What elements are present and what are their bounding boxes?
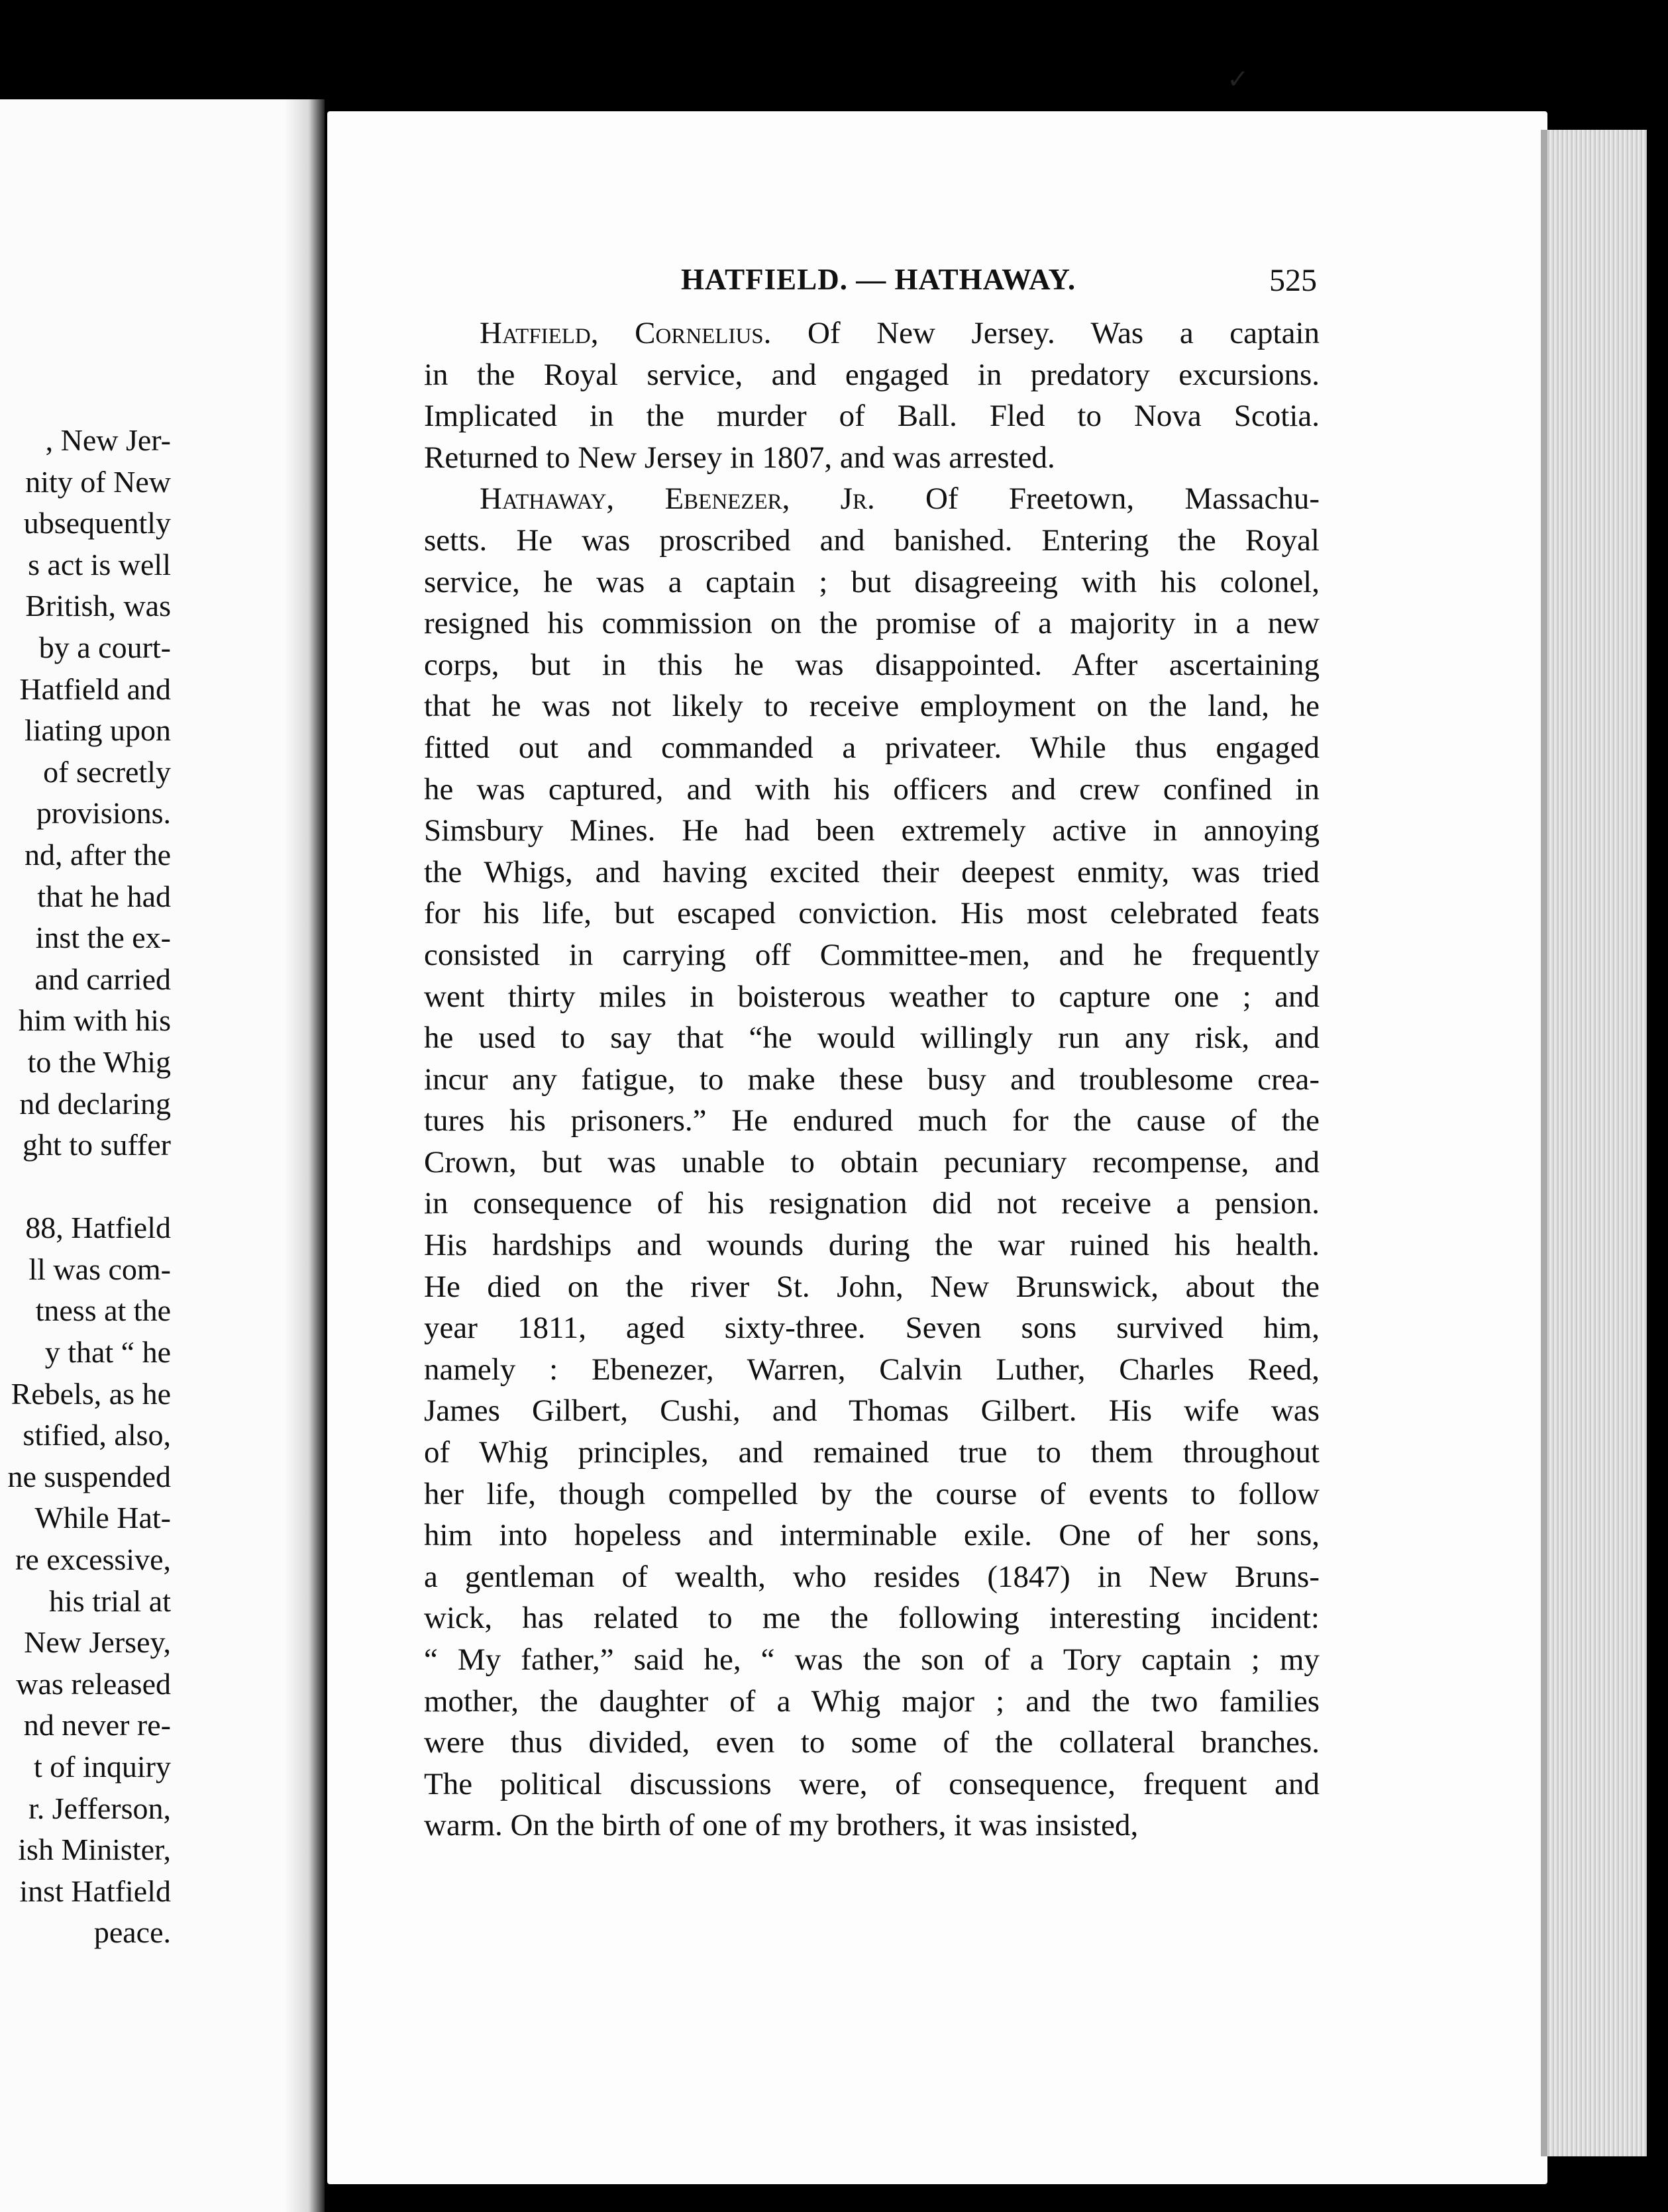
left-page-line: nd never re- (23, 1708, 171, 1742)
text-line: that he was not likely to receive employment on the land, he (424, 689, 1320, 724)
left-page-line: ubsequently (23, 506, 171, 540)
left-page (0, 99, 311, 2212)
text-line: for his life, but escaped conviction. His most celebrated feats (424, 896, 1320, 931)
left-page-line: and carried (34, 962, 171, 996)
left-page-line: New Jersey, (24, 1625, 171, 1660)
left-page-line: inst the ex- (35, 921, 171, 955)
left-page-line: , New Jer- (45, 423, 171, 457)
text-line: the Whigs, and having excited their deepest enmity, was tried (424, 854, 1320, 889)
left-page-line: nd declaring (19, 1086, 171, 1121)
entry-hathaway (424, 478, 1320, 1846)
text-line: consisted in carrying off Committee-men, and he frequently (424, 937, 1320, 972)
text-line: fitted out and commanded a privateer. While thus engaged (424, 730, 1320, 765)
text-line: wick, has related to me the following interesting incident: (424, 1601, 1320, 1636)
text-line: His hardships and wounds during the war ruined his health. (424, 1228, 1320, 1263)
left-page-line: s act is well (28, 547, 171, 581)
left-page-line: ll was com- (28, 1252, 171, 1286)
left-page-line: y that “ he (44, 1335, 171, 1370)
text-line: him into hopeless and interminable exile. One of her sons, (424, 1518, 1320, 1553)
left-page-line: was released (16, 1666, 171, 1701)
entry-text: Of New Jersey. Was a captain (771, 316, 1320, 350)
text-line: her life, though compelled by the course of events to follow (424, 1476, 1320, 1511)
left-page-line (0, 1166, 171, 1208)
left-page-line: ne suspended (7, 1459, 171, 1493)
running-head: HATFIELD. — HATHAWAY. (681, 263, 1076, 296)
text-line: Returned to New Jersey in 1807, and was arrested. (424, 440, 1055, 475)
left-page-line: r. Jefferson, (28, 1791, 171, 1825)
text-line: in consequence of his resignation did not receive a pension. (424, 1186, 1320, 1221)
text-line: he was captured, and with his officers and crew confined in (424, 772, 1320, 807)
text-line: Crown, but was unable to obtain pecuniary recompense, and (424, 1144, 1320, 1180)
left-page-line: by a court- (38, 630, 171, 664)
book-gutter (285, 99, 325, 2212)
text-line: The political discussions were, of consequence, frequent and (424, 1766, 1320, 1801)
left-page-line: stified, also, (23, 1418, 171, 1452)
text-line: service, he was a captain ; but disagreeing with his colonel, (424, 564, 1320, 599)
text-line: year 1811, aged sixty-three. Seven sons survived him, (424, 1311, 1320, 1346)
left-page-line: that he had (37, 879, 171, 913)
left-page-line: Rebels, as he (11, 1376, 171, 1411)
text-line: namely : Ebenezer, Warren, Calvin Luther, Charles Reed, (424, 1352, 1320, 1387)
text-line: setts. He was proscribed and banished. Entering the Royal (424, 523, 1320, 558)
text-line: corps, but in this he was disappointed. After ascertaining (424, 647, 1320, 682)
book-page-edges (1547, 130, 1647, 2156)
page-number: 525 (1269, 263, 1317, 298)
text-line: went thirty miles in boisterous weather to capture one ; and (424, 979, 1320, 1014)
left-page-text (0, 420, 171, 1954)
text-line: James Gilbert, Cushi, and Thomas Gilbert. His wife was (424, 1393, 1320, 1429)
left-page-line: re excessive, (15, 1542, 171, 1577)
left-page-line: t of inquiry (34, 1750, 171, 1784)
entry-name: Hathaway, Ebenezer, Jr. (480, 481, 875, 517)
main-text (424, 313, 1320, 1846)
left-page-line: ish Minister, (18, 1833, 171, 1867)
left-page-line: his trial at (49, 1584, 171, 1618)
text-line: in the Royal service, and engaged in predatory excursions. (424, 357, 1320, 392)
scan-speck-mark: ✓ (1227, 64, 1249, 94)
left-page-line: nd, after the (25, 837, 171, 872)
left-page-line: 88, Hatfield (25, 1211, 171, 1245)
text-line: incur any fatigue, to make these busy and troublesome crea- (424, 1062, 1320, 1097)
left-page-line: inst Hatfield (19, 1874, 171, 1908)
text-line: a gentleman of wealth, who resides (1847) in New Bruns- (424, 1559, 1320, 1594)
text-line (424, 313, 1320, 354)
text-line: tures his prisoners.” He endured much for the cause of the (424, 1103, 1320, 1138)
text-line (424, 478, 1320, 520)
left-page-line: British, was (25, 589, 171, 623)
left-page-line: tness at the (35, 1293, 171, 1328)
left-page-line: While Hat- (34, 1501, 171, 1535)
text-line: he used to say that “he would willingly run any risk, and (424, 1021, 1320, 1056)
entry-text: Of Freetown, Massachu- (874, 481, 1320, 517)
entry-hatfield (424, 313, 1320, 478)
text-line: of Whig principles, and remained true to them throughout (424, 1435, 1320, 1470)
text-line: were thus divided, even to some of the collateral branches. (424, 1725, 1320, 1760)
left-page-line: peace. (93, 1915, 171, 1950)
left-page-line: ght to suffer (22, 1128, 171, 1162)
text-line: resigned his commission on the promise of a majority in a new (424, 606, 1320, 641)
left-page-line: provisions. (36, 796, 171, 830)
text-line: mother, the daughter of a Whig major ; and the two families (424, 1684, 1320, 1719)
text-line: warm. On the birth of one of my brothers, it was insisted, (424, 1808, 1139, 1843)
text-line: He died on the river St. John, New Brunswick, about the (424, 1269, 1320, 1304)
left-page-line: to the Whig (27, 1044, 171, 1079)
left-page-line: liating upon (24, 713, 171, 748)
text-line: Simsbury Mines. He had been extremely active in annoying (424, 813, 1320, 848)
left-page-line: him with his (18, 1003, 171, 1038)
left-page-line: nity of New (25, 464, 171, 499)
left-page-line: Hatfield and (19, 672, 171, 706)
text-line: Implicated in the murder of Ball. Fled to Nova Scotia. (424, 399, 1320, 434)
left-page-line: of secretly (43, 754, 171, 789)
text-line: “ My father,” said he, “ was the son of a Tory captain ; my (424, 1642, 1320, 1677)
entry-name: Hatfield, Cornelius. (480, 316, 772, 350)
